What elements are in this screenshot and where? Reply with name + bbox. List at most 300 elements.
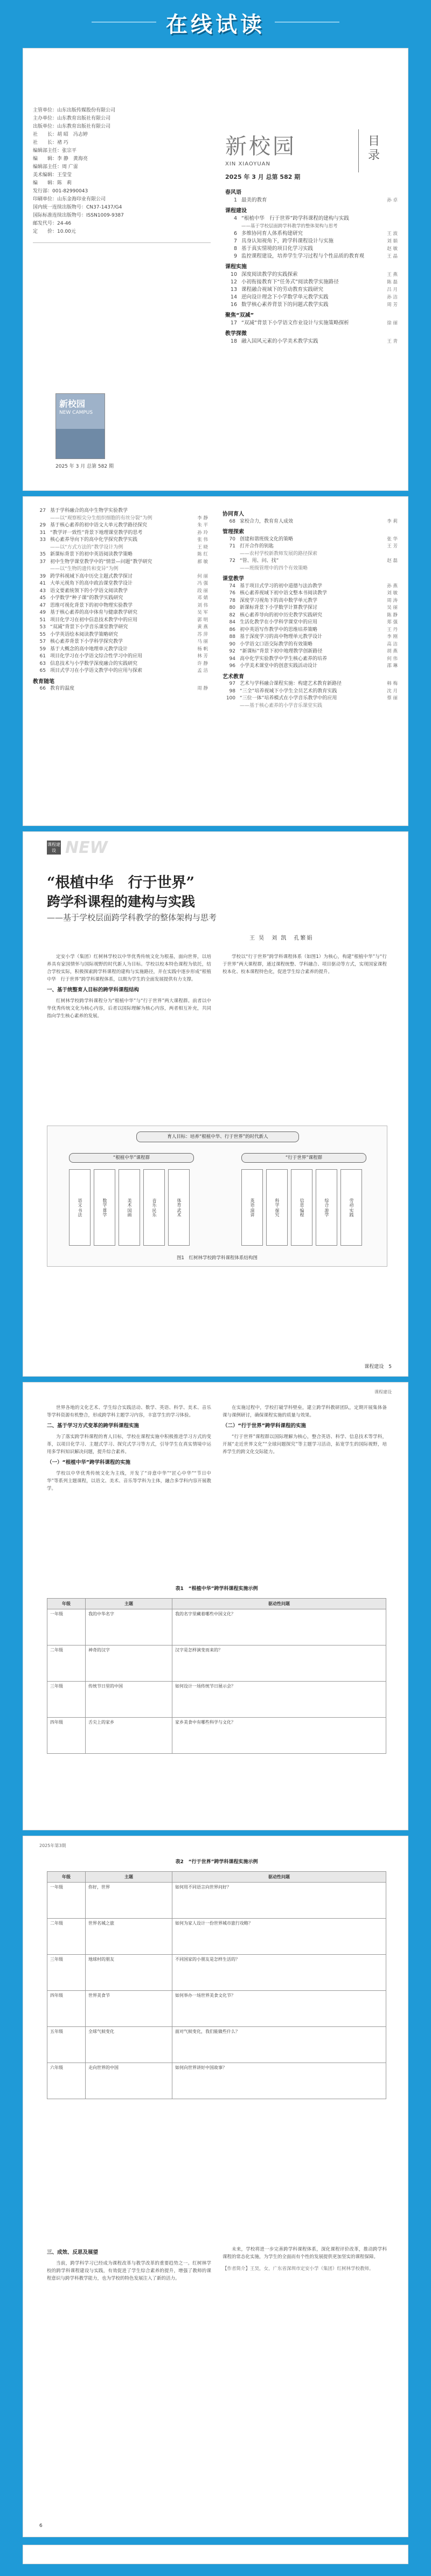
- paragraph: 定安小学（集团）红树林学校以中华优秀传统文化为根基，面向世界，以培养具有家国情怀与国际视野的时代新人为目标。学校以校本特色课程为依托，结合学校实际，积极探索跨学科课程的建构与实施路径，并在实践中逐步形成“根植中华 行于世界”跨学科课程体系，以期为学生的全面发展提供有力支撑。: [47, 954, 211, 982]
- table-cell: 一年级: [47, 1883, 86, 1919]
- toc-page-number: 14: [230, 294, 237, 300]
- table1-caption: 表1 “根植中华”跨学科课程实施示例: [175, 1586, 258, 1592]
- toc-page-number: 9: [233, 253, 237, 259]
- article-title-line2: 跨学科课程的建构与实践: [47, 894, 196, 909]
- toc-page-number: 8: [233, 246, 237, 252]
- table-header-cell: 驱动性问题: [172, 1599, 386, 1609]
- toc-author: 周 涛: [387, 598, 398, 603]
- toc-author: 段 丽: [197, 588, 208, 594]
- toc-title: 核心素养视域下初中语文整本书阅读教学: [240, 591, 328, 596]
- toc-section: 春风语: [225, 190, 241, 196]
- toc-author: 李 刚: [387, 634, 398, 640]
- toc-item: [33, 508, 208, 515]
- figure-box: 语文·书法: [69, 1169, 91, 1246]
- table-cell: 走向世界的中国: [86, 2063, 172, 2099]
- table-row: [47, 1919, 386, 1955]
- toc-item: [223, 681, 398, 688]
- toc-page-number: 13: [230, 287, 237, 293]
- toc-page-number: 33: [39, 537, 46, 543]
- toc-title: 打开合作的钥匙: [240, 544, 274, 549]
- toc-title: 深度学习视角下的高中数学单元教学: [240, 598, 318, 603]
- toc-title: “三位一体”培养模式在小学音乐教学中的应用: [240, 696, 337, 701]
- toc-item: [223, 612, 398, 620]
- table-cell: 我的名字里藏着哪些中国文化？: [172, 1609, 386, 1645]
- toc-item: [223, 558, 398, 565]
- toc-item: [33, 544, 208, 552]
- toc-page-number: 65: [39, 668, 46, 673]
- toc-page-number: 80: [229, 605, 235, 610]
- toc-author: 杨 帆: [197, 646, 208, 652]
- colophon-line: 编辑部主任：张宗平: [33, 148, 77, 154]
- toc-item: [225, 245, 398, 253]
- toc-author: 吕 月: [387, 287, 398, 293]
- table-header-row: [47, 1599, 386, 1609]
- toc-page-number: 78: [229, 598, 235, 603]
- paragraph: 学校以中华优秀传统文化为主线，开发了“诗意中华”“匠心中华”“节日中华”等系列主题课程，以语文、美术、音乐等学科为主体，融合多学科内容开展教学。: [47, 1471, 211, 1491]
- toc-title: 思维可视化背景下的初中物理实验教学: [50, 602, 133, 608]
- toc-item: [223, 656, 398, 663]
- table-cell: 如何用不同语言向世界问好？: [172, 1883, 386, 1919]
- toc-item: [33, 609, 208, 617]
- table-2: [47, 1871, 386, 2099]
- paragraph: 世界各地的文化艺术、学生综合实践活动、数学、英语、科学、美术、音乐等学科资源有机整合，形成跨学科主题学习内容，丰富学生的学习体验。: [47, 1405, 211, 1418]
- toc-page-number: 88: [229, 634, 235, 640]
- toc-item: [223, 648, 398, 656]
- toc-title: 新课标背景下的初中英语阅读教学策略: [50, 552, 133, 557]
- toc-title: 基于深度学习的高中物理单元教学设计: [240, 634, 323, 640]
- table-header-cell: 主题: [86, 1599, 172, 1609]
- toc-author: 张 华: [387, 536, 398, 542]
- article-body-left: [47, 1404, 211, 1492]
- toc-title: 新课标背景下小学数学计算教学探讨: [240, 605, 318, 610]
- toc-title: 项目式学习在小学语文教学中的应用与探索: [50, 668, 143, 673]
- toc-item: [225, 279, 398, 286]
- toc-author: 何 伟: [387, 656, 398, 662]
- toc-page-number: 72: [229, 558, 235, 564]
- toc-title: 小学美术课堂中的创意实践活动设计: [240, 663, 318, 669]
- toc-page-number: 84: [229, 620, 235, 625]
- table-cell: 二年级: [47, 1919, 86, 1955]
- toc-page-number: 76: [229, 591, 235, 596]
- banner-line-right: [275, 22, 339, 23]
- toc-title: 监控课程建设，培养学生学习过程与个性品质的教育观: [241, 253, 365, 259]
- toc-title: “根植中华 行于世界”跨学科课程的建构与实践: [241, 216, 349, 221]
- toc-page-number: 100: [226, 696, 235, 701]
- toc-title: 融入国风元素的小学美术教学实践: [241, 338, 318, 344]
- colophon-line: 主管单位：山东出版传媒股份有限公司: [33, 108, 116, 113]
- author-note: 【作者简介】王昊，女，广东省深圳市定安小学（集团）红树林学校教师。: [223, 2266, 374, 2272]
- table-cell: 一年级: [47, 1609, 86, 1645]
- colophon-line: 定 价：10.00元: [33, 229, 76, 234]
- toc-author: 朱 平: [197, 523, 208, 528]
- table-row: [47, 1609, 386, 1645]
- toc-author: 郑 强: [387, 620, 398, 625]
- toc-title: 项目化学习在初中信息技术教学中的应用: [50, 617, 138, 623]
- toc-author: 王 丹: [387, 627, 398, 633]
- figure-group-right: “行于世界”课程群: [241, 1153, 366, 1163]
- toc-author: 刘 娟: [387, 239, 398, 244]
- toc-title: 信息技术与小学数学深度融合的实践研究: [50, 661, 138, 666]
- table-row: [47, 1883, 386, 1919]
- toc-item: [225, 320, 398, 327]
- toc-title: “新课标”背景下初中地理教学创新路径: [240, 649, 323, 654]
- toc-page-number: 37: [39, 559, 46, 565]
- toc-page-number: 51: [39, 617, 46, 623]
- table-row: [47, 1718, 386, 1754]
- figure-caption: 图1 红树林学校跨学科课程体系结构图: [177, 1255, 258, 1261]
- toc-item: [225, 230, 398, 238]
- toc-item: [33, 515, 208, 523]
- paragraph: 当前，跨学科学习已经成为课程改革与教学改革的重要趋势之一。红树林学校的跨学科课程建设与实践，有效促进了学生综合素养的提升，增强了教师的课程意识与跨学科教学能力，也为学校的特色发展注入了新的活力。: [47, 2261, 211, 2281]
- toc-author: 张 伟: [197, 537, 208, 543]
- page-article-3: [23, 1836, 408, 2537]
- toc-title: 创建和谐班级文化的策略: [240, 536, 294, 542]
- toc-page-number: 12: [230, 279, 237, 285]
- toc-page-number: 82: [229, 612, 235, 618]
- masthead-issue: 2025 年 3 月 总第 582 期: [225, 173, 301, 180]
- paragraph: 在实施过程中，学校打破学科壁垒，建立跨学科教研团队，定期开展集体备课与课例研讨，确保课程实施的质量与效果。: [223, 1405, 387, 1418]
- toc-item: [223, 641, 398, 649]
- figure-box: 综合·游学: [316, 1169, 337, 1246]
- toc-title: 艺术与学科融合课程实施：构建艺术教育新路径: [240, 681, 342, 686]
- figure-goal: 育人目标：培养“根植中华、行于世界”的时代新人: [136, 1131, 299, 1142]
- toc-author: 高 洁: [387, 641, 398, 647]
- toc-title: 课程融合视域下的劳动教育实践研究: [241, 287, 324, 293]
- toc-subtitle: ——以“方式方法的”教学设计为例: [50, 544, 123, 550]
- toc-item: [223, 605, 398, 612]
- toc-page-number: [223, 703, 235, 710]
- toc-page-number: 4: [233, 216, 237, 221]
- toc-page-number: 35: [39, 552, 46, 557]
- table-row: [47, 1955, 386, 1991]
- page-header: 2025年第3期: [39, 1843, 66, 1848]
- toc-author: 孟 洁: [197, 668, 208, 673]
- toc-item: [33, 661, 208, 668]
- toc-item: [33, 595, 208, 602]
- toc-item: [223, 634, 398, 641]
- toc-page-number: 1: [233, 197, 237, 203]
- toc-page-number: 10: [230, 272, 237, 277]
- next-page-edge: [23, 2545, 408, 2564]
- colophon-line: 出版单位：山东教育出版社有限公司: [33, 124, 111, 129]
- colophon-line: 国内统一连续出版物号：CN37-1437/G4: [33, 205, 122, 210]
- toc-title: 基于核心素养的初中语文大单元教学路径探究: [50, 523, 148, 528]
- toc-author: 郭 明: [197, 617, 208, 623]
- toc-item: [33, 624, 208, 631]
- paragraph: 为了落实跨学科课程的育人目标，学校在课程实施中积极推进学习方式的变革，以项目化学习、主题式学习、探究式学习等方式，引导学生在真实情境中运用多学科知识解决问题，提升综合素养。: [47, 1434, 211, 1455]
- table-cell: 如何设计一场传统节日展示会？: [172, 1682, 386, 1718]
- toc-column-left: [33, 508, 208, 693]
- toc-page-number: 57: [39, 639, 46, 644]
- article-subtitle: ——基于学校层面跨学科教学的整体架构与思考: [47, 913, 217, 922]
- table-cell: 三年级: [47, 1682, 86, 1718]
- toc-title: 初中英语写作教学中的思维培养策略: [240, 627, 318, 633]
- toc-item: [33, 653, 208, 661]
- table-row: [47, 2027, 386, 2063]
- table-header-cell: 年级: [47, 1872, 86, 1883]
- figure-box: 信息·编程: [291, 1169, 312, 1246]
- article-authors: 王 昊 刘 凯 孔繁娟: [249, 935, 314, 941]
- toc-title: 基于大概念的高中地理单元教学设计: [50, 646, 128, 652]
- toc-title: 基于核心素养的高中体育与健康教学研究: [50, 610, 138, 615]
- article-body-right: [223, 953, 387, 976]
- toc-page-number: 29: [39, 523, 46, 528]
- table-cell: 五年级: [47, 2027, 86, 2063]
- toc-divider: [358, 129, 359, 172]
- toc-author: 赵 敏: [387, 246, 398, 252]
- paragraph: 学校以“行于世界”跨学科课程体系（如图1）为核心，构建“根植中华”与“行于世界”两大课程群，通过课程统整、学科融合、项目驱动等方式，实现国家课程校本化、校本课程特色化，促进学生综合素养的提升。: [223, 954, 387, 975]
- toc-item: [223, 619, 398, 627]
- toc-item: [223, 688, 398, 696]
- toc-title: 基于学科融合的高中生物学实验教学: [50, 508, 128, 513]
- toc-author: 吴 军: [197, 610, 208, 615]
- colophon: [33, 107, 211, 236]
- cover-thumbnail: [55, 393, 105, 459]
- article-body-right: [223, 1404, 387, 1456]
- toc-item: [33, 551, 208, 559]
- toc-item: [33, 537, 208, 544]
- toc-author: 邵 琳: [387, 663, 398, 669]
- toc-page-number: 96: [229, 663, 235, 669]
- toc-item: [223, 627, 398, 634]
- colophon-line: 社 长：胡 昭 冯志婷: [33, 132, 88, 137]
- toc-page-number: 63: [39, 661, 46, 666]
- table-row: [47, 1991, 386, 2027]
- table-cell: 汉字是怎样演变而来的？: [172, 1645, 386, 1682]
- toc-title: 基于真实情境的项目化学习实践: [241, 246, 314, 252]
- table-cell: 传统节日里的中国: [86, 1682, 172, 1718]
- toc-author: 徐 丽: [387, 321, 398, 326]
- toc-item: [225, 338, 398, 345]
- table-cell: 我的中华名字: [86, 1609, 172, 1645]
- section-heading: 一、基于统整育人目标的跨学科课程结构: [47, 987, 140, 993]
- section-tag-new: NEW: [65, 838, 108, 857]
- toc-item: [33, 602, 208, 610]
- cover-subtitle: NEW CAMPUS: [59, 410, 93, 415]
- toc-title: 核心素养导向下的高中化学探究教学实践: [50, 537, 138, 543]
- toc-page-number: 97: [229, 681, 235, 686]
- toc-page-number: 70: [229, 536, 235, 542]
- toc-column-right: [223, 508, 398, 710]
- toc-item: [33, 646, 208, 654]
- toc-title: 小初衔接教育下“任务式”阅读教学实施路径: [241, 279, 339, 285]
- toc-author: 陈 静: [387, 612, 398, 618]
- toc-page-number: 27: [39, 508, 46, 513]
- colophon-line: 编 辑：李 静 黄海亮: [33, 156, 88, 162]
- toc-author: 胡 燕: [387, 649, 398, 654]
- article-title-line1: “根植中华 行于世界”: [47, 874, 195, 891]
- toc-item: [223, 695, 398, 703]
- toc-page-number: 43: [39, 588, 46, 594]
- figure-group-left: “根植中华”课程群: [69, 1153, 194, 1163]
- toc-author: 林 芳: [197, 654, 208, 659]
- toc-page-number: 68: [229, 518, 235, 524]
- article-body-right: [223, 2246, 387, 2273]
- cover-title: 新校园: [59, 399, 86, 409]
- colophon-line: 发行部：001-82990043: [33, 189, 88, 194]
- toc-page-number: [223, 551, 235, 558]
- paragraph: 红树林学校跨学科课程分为“根植中华”与“行于世界”两大课程群。前者以中华优秀传统文化为核心内容，后者以国际理解为核心内容，两者相互补充，共同指向学生核心素养的发展。: [47, 998, 211, 1019]
- toc-page-number: 6: [233, 231, 237, 237]
- toc-subtitle: ——班级管理中的四个有效策略: [240, 565, 308, 571]
- toc-item: [225, 271, 398, 279]
- toc-item: [223, 590, 398, 598]
- table-cell: 六年级: [47, 2063, 86, 2099]
- toc-page-number: 41: [39, 581, 46, 586]
- colophon-line: 印刷单位：山东金海印业有限公司: [33, 197, 106, 202]
- toc-item: [223, 543, 398, 551]
- toc-title: 基于项目式学习的初中道德与法治教学: [240, 583, 323, 589]
- toc-author: 孙 卓: [387, 198, 398, 203]
- section-tag: 课程建设: [47, 841, 61, 855]
- toc-item: [225, 253, 398, 260]
- figure-box: 音乐·民乐: [143, 1169, 165, 1246]
- figure-box: 科学·探究: [266, 1169, 288, 1246]
- banner: [0, 0, 431, 42]
- figure-1: [47, 1126, 387, 1267]
- toc-author: 韩 梅: [387, 681, 398, 686]
- table-row: [47, 1645, 386, 1682]
- toc-author: 邓 婧: [197, 595, 208, 601]
- table-header-cell: 驱动性问题: [172, 1872, 386, 1883]
- toc-author: 黄 燕: [197, 624, 208, 630]
- toc-item: [223, 703, 398, 710]
- toc-item: [223, 583, 398, 591]
- toc-item: [225, 286, 398, 294]
- figure-box: 数学·算学: [94, 1169, 115, 1246]
- table-header-cell: 主题: [86, 1872, 172, 1883]
- toc-author: 沈 月: [387, 688, 398, 694]
- colophon-line: 主办单位：山东教育出版社有限公司: [33, 116, 111, 121]
- colophon-line: 国际标准连续出版物号：ISSN1009-9387: [33, 213, 124, 218]
- toc-author: 王 晓: [197, 544, 208, 550]
- toc-title: 深度阅读教学的实践探索: [241, 272, 298, 277]
- toc-page-number: 49: [39, 610, 46, 615]
- toc-subtitle: ——农村学校新教师发展的路径探索: [240, 551, 318, 557]
- toc-item: [33, 559, 208, 566]
- toc-author: 孙 洁: [387, 295, 398, 300]
- toc-title: 数学核心素养背景下的问题式教学实践: [241, 302, 329, 308]
- toc-item: [223, 598, 398, 605]
- toc-author: 王 燕: [387, 272, 398, 277]
- toc-author: 吴 丽: [387, 605, 398, 610]
- toc-title: “三全”培养视域下小学生全员艺术的教育实践: [240, 688, 337, 694]
- table-cell: 家乡美食中有哪些科学与文化？: [172, 1718, 386, 1754]
- toc-section: 课堂教学: [223, 576, 244, 582]
- toc-page-number: 45: [39, 595, 46, 601]
- paragraph: “行于世界”课程群以国际理解为核心，整合英语、科学、信息技术等学科，开展“走近世界文化”“全球问题探究”等主题学习活动，拓宽学生的国际视野，培养学生的跨文化交际能力。: [223, 1434, 387, 1455]
- toc-author: 许 静: [197, 661, 208, 666]
- toc-page-number: 61: [39, 654, 46, 659]
- banner-line-left: [92, 22, 156, 23]
- page-header: 课程建设: [374, 1390, 392, 1394]
- toc-page-number: 92: [229, 649, 235, 654]
- toc-title: 教育的温度: [50, 686, 75, 691]
- toc-subtitle: ——基于核心素养的小学音乐课堂实践: [240, 703, 323, 709]
- cover-issue-note: 2025 年 3 月 总第 582 期: [55, 464, 114, 469]
- toc-page-number: 90: [229, 641, 235, 647]
- masthead-pinyin: XIN XIAOYUAN: [225, 161, 270, 167]
- toc-page-number: 16: [230, 302, 237, 308]
- toc-item: [225, 238, 398, 245]
- toc-item: [223, 551, 398, 558]
- masthead-title: 新校园: [225, 134, 296, 159]
- toc-title: 大单元视角下的高中政治课堂教学设计: [50, 581, 133, 586]
- table-cell: 二年级: [47, 1645, 86, 1682]
- toc-section: 课程实施: [225, 264, 247, 270]
- toc-item: [223, 536, 398, 544]
- article-body-left: [47, 2246, 211, 2282]
- table-cell: 舌尖上的家乡: [86, 1718, 172, 1754]
- toc-title: 家校合力，教育育人成效: [240, 518, 294, 524]
- toc-item: [33, 566, 208, 573]
- toc-page-number: 47: [39, 602, 46, 608]
- toc-author: 周 芳: [387, 302, 398, 308]
- toc-item: [33, 685, 208, 693]
- toc-title: 具身认知视角下，跨学科课程设计与实施: [241, 238, 334, 244]
- toc-title: “双减”背景下小学语文作业设计与实施策略探析: [241, 320, 349, 326]
- page-article-1: [23, 832, 408, 1376]
- table-cell: 世界美食节: [86, 1991, 172, 2027]
- toc-author: 赵 磊: [387, 558, 398, 564]
- toc-author: 王 芳: [387, 544, 398, 549]
- toc-list: [225, 186, 398, 345]
- toc-author: 陈 红: [197, 552, 208, 557]
- colophon-line: 编 辑：陈 莉: [33, 180, 72, 186]
- toc-author: 马 丽: [197, 639, 208, 644]
- toc-page-number: [33, 544, 46, 552]
- toc-author: 周 静: [197, 686, 208, 691]
- colophon-line: 社 长：褚 巧: [33, 140, 68, 145]
- figure-box: 英语·演讲: [241, 1169, 263, 1246]
- toc-title: 小学语文口语交际教学的有效策略: [240, 641, 313, 647]
- toc-item: [225, 215, 398, 223]
- toc-page-number: 98: [229, 688, 235, 694]
- table-cell: 地球村的朋友: [86, 1955, 172, 1991]
- table-row: [47, 2063, 386, 2099]
- page-toc-2: [23, 497, 408, 825]
- toc-page-number: 66: [39, 686, 46, 691]
- toc-item: [33, 631, 208, 639]
- toc-section: 课程建设: [225, 208, 247, 214]
- table-cell: 你好，世界: [86, 1883, 172, 1919]
- toc-title: 小学数学“种子课”的教学实践研究: [50, 595, 123, 601]
- toc-author: 李 莉: [387, 518, 398, 524]
- toc-item: [223, 518, 398, 526]
- toc-title: 最美的教育: [241, 197, 267, 203]
- toc-subtitle: ——基于学校层面跨学科教学的整体架构与思考: [241, 224, 338, 229]
- toc-author: 孙 玲: [197, 530, 208, 536]
- toc-author: 何 丽: [197, 573, 208, 579]
- table-header-row: [47, 1872, 386, 1883]
- colophon-line: 邮发代号：24-46: [33, 221, 72, 226]
- toc-page-number: 18: [230, 338, 237, 344]
- masthead: [225, 129, 300, 181]
- subsection-heading: （二）“行于世界”跨学科课程的实施: [223, 1423, 306, 1429]
- toc-item: [223, 565, 398, 573]
- toc-section: 艺术教育: [223, 673, 244, 680]
- cover-image-block: [56, 429, 105, 459]
- toc-author: 王 波: [387, 231, 398, 237]
- toc-page-number: 7: [233, 238, 237, 244]
- toc-item: [33, 668, 208, 675]
- toc-title: 初中生物学课堂教学中的“情景—问题”教学研究: [50, 559, 152, 565]
- table-1: [47, 1598, 386, 1754]
- toc-author: 王 青: [387, 339, 398, 344]
- toc-section: 教学探微: [225, 331, 247, 337]
- table-cell: 全球气候变化: [86, 2027, 172, 2063]
- figure-box: 美术·国画: [119, 1169, 140, 1246]
